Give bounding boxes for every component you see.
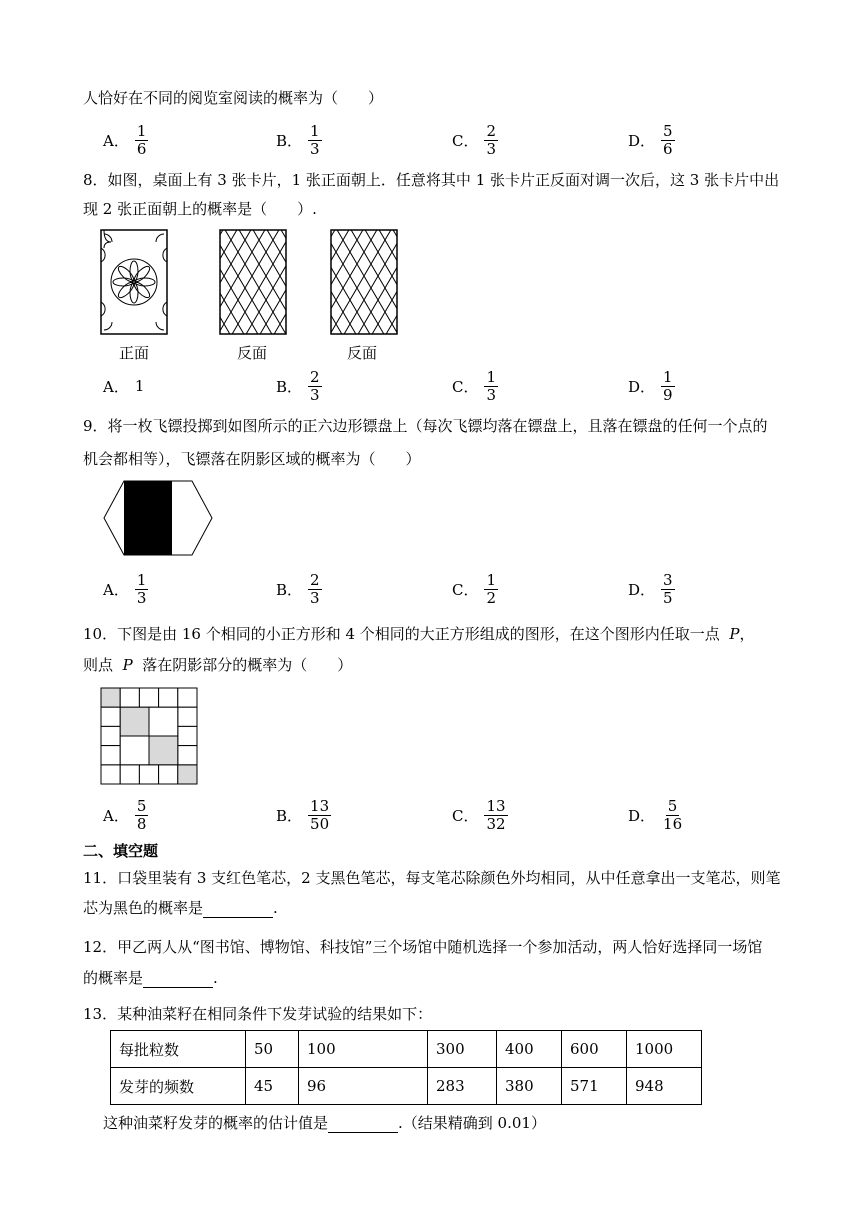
q10-option-d[interactable]: D． $\frac{5}{16}$ xyxy=(628,796,683,833)
q10-text-line1: 10．下图是由 16 个相同的小正方形和 4 个相同的大正方形组成的图形，在这个图形内任取一点 P， xyxy=(83,625,755,643)
table-cell: 600 xyxy=(562,1031,627,1068)
q7-options xyxy=(103,118,823,162)
hexagon-dartboard-figure xyxy=(100,479,220,559)
q8-option-b[interactable]: B． $\frac{2}{3}$ xyxy=(276,367,320,404)
q8-text-line1: 8．如图，桌面上有 3 张卡片，1 张正面朝上．任意将其中 1 张卡片正反面对调一次后，这 3 张卡片中出 xyxy=(83,171,780,189)
table-cell: 发芽的频数 xyxy=(111,1068,246,1105)
q7-text: 人恰好在不同的阅览室阅读的概率为（ ） xyxy=(83,89,384,107)
q12-answer-blank[interactable] xyxy=(143,971,213,988)
q7-option-c[interactable]: C． $\frac{2}{3}$ xyxy=(452,121,497,158)
table-cell: 96 xyxy=(299,1068,428,1105)
q11-answer-blank[interactable] xyxy=(203,901,273,918)
card-back-icon xyxy=(331,230,397,334)
q11-text-line2: 芯为黑色的概率是 . xyxy=(83,899,278,917)
table-cell: 380 xyxy=(497,1068,562,1105)
card-caption-back-2: 反面 xyxy=(347,344,378,362)
q9-option-b[interactable]: B． $\frac{2}{3}$ xyxy=(276,570,320,607)
table-row xyxy=(111,1068,702,1105)
table-cell: 571 xyxy=(562,1068,627,1105)
table-cell: 每批粒数 xyxy=(111,1031,246,1068)
q9-option-c[interactable]: C． $\frac{1}{2}$ xyxy=(452,570,497,607)
q8-text-line2: 现 2 张正面朝上的概率是（ ）. xyxy=(83,200,317,218)
table-cell: 300 xyxy=(428,1031,497,1068)
card-caption-front: 正面 xyxy=(119,344,150,362)
q8-option-a[interactable]: A． 1 xyxy=(103,377,145,396)
q7-option-a[interactable]: A． $\frac{1}{6}$ xyxy=(103,121,147,158)
squares-grid-figure xyxy=(100,687,200,787)
q9-option-a[interactable]: A． $\frac{1}{3}$ xyxy=(103,570,147,607)
q12-text-line1: 12．甲乙两人从“图书馆、博物馆、科技馆”三个场馆中随机选择一个参加活动，两人恰好选择同一场馆 xyxy=(83,938,763,956)
q8-cards-figure xyxy=(0,228,860,348)
q9-text-line1: 9．将一枚飞镖投掷到如图所示的正六边形镖盘上（每次飞镖均落在镖盘上，且落在镖盘的任何一个点的 xyxy=(83,417,768,435)
section-heading: 二、填空题 xyxy=(83,842,159,860)
q10-option-a[interactable]: A． $\frac{5}{8}$ xyxy=(103,796,147,833)
table-row xyxy=(111,1031,702,1068)
table-cell: 400 xyxy=(497,1031,562,1068)
table-cell: 1000 xyxy=(627,1031,702,1068)
table-cell: 100 xyxy=(299,1031,428,1068)
q8-option-d[interactable]: D． $\frac{1}{9}$ xyxy=(628,367,673,404)
q10-options xyxy=(103,793,823,837)
q13-text: 13．某种油菜籽在相同条件下发芽试验的结果如下： xyxy=(83,1005,433,1023)
table-cell: 948 xyxy=(627,1068,702,1105)
q13-answer-blank[interactable] xyxy=(328,1116,398,1133)
q7-option-d[interactable]: D． $\frac{5}{6}$ xyxy=(628,121,673,158)
table-cell: 50 xyxy=(246,1031,299,1068)
q9-text-line2: 机会都相等），飞镖落在阴影区域的概率为（ ） xyxy=(83,450,421,468)
card-front-icon xyxy=(101,230,167,334)
q12-text-line2: 的概率是 . xyxy=(83,969,218,987)
q8-options xyxy=(103,364,823,408)
table-cell: 45 xyxy=(246,1068,299,1105)
q13-question-line: 这种油菜籽发芽的概率的估计值是 .（结果精确到 0.01） xyxy=(103,1114,546,1132)
table-cell: 283 xyxy=(428,1068,497,1105)
q10-option-b[interactable]: B． $\frac{13}{50}$ xyxy=(276,796,330,833)
q8-option-c[interactable]: C． $\frac{1}{3}$ xyxy=(452,367,497,404)
q10-option-c[interactable]: C． $\frac{13}{32}$ xyxy=(452,796,506,833)
card-caption-back-1: 反面 xyxy=(237,344,268,362)
q11-text-line1: 11．口袋里装有 3 支红色笔芯，2 支黑色笔芯，每支笔芯除颜色外均相同，从中任意拿出一支笔芯，则笔 xyxy=(83,869,781,887)
q9-option-d[interactable]: D． $\frac{3}{5}$ xyxy=(628,570,673,607)
q10-text-line2: 则点 P 落在阴影部分的概率为（ ） xyxy=(83,656,353,674)
germination-table xyxy=(110,1030,702,1105)
shaded-region xyxy=(124,481,172,555)
q7-option-b[interactable]: B． $\frac{1}{3}$ xyxy=(276,121,320,158)
q9-options xyxy=(103,567,823,611)
card-back-icon xyxy=(220,230,286,334)
